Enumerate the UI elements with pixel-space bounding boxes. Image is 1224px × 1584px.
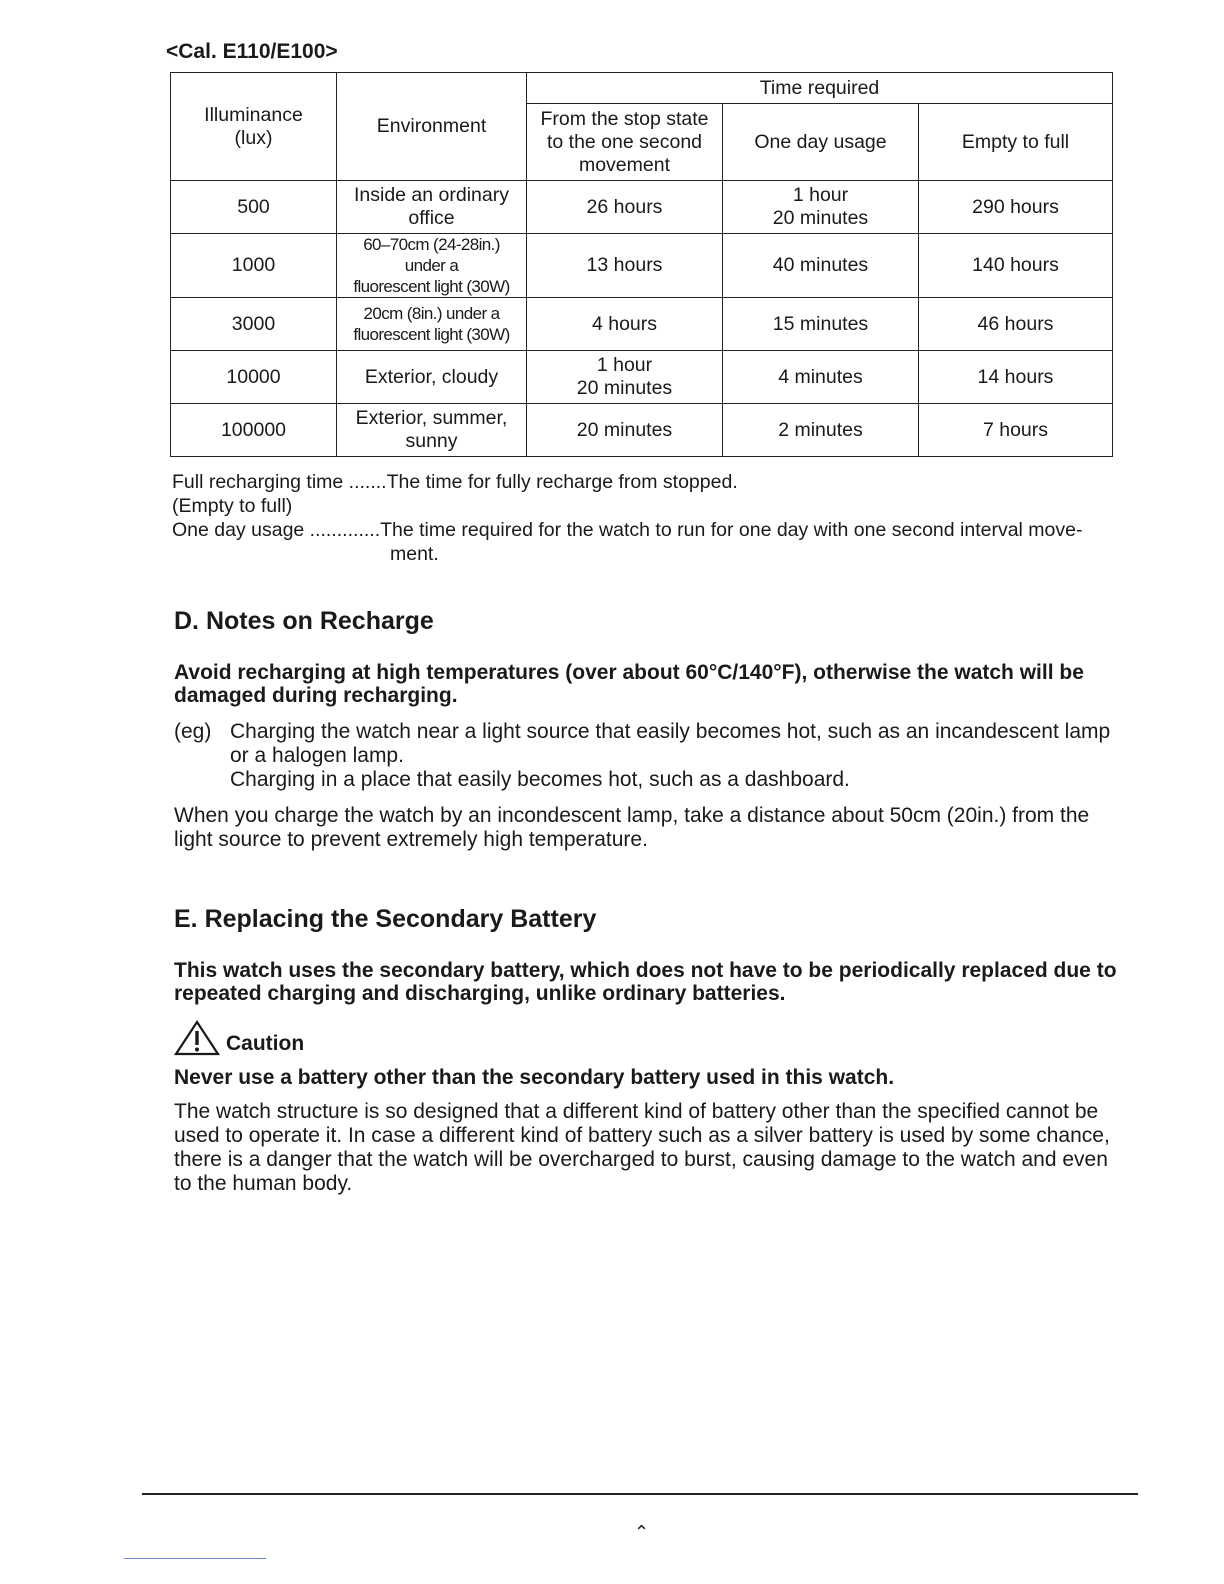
cell-stop-to-one-second: 4 hours [527, 298, 723, 351]
cell-lux: 3000 [171, 298, 337, 351]
caution-heading [174, 1020, 304, 1056]
cell-empty-to-full: 290 hours [919, 181, 1113, 234]
col-header-environment: Environment [337, 73, 527, 181]
cell-empty-to-full: 14 hours [919, 351, 1113, 404]
cell-lux: 100000 [171, 404, 337, 457]
cell-environment: Exterior, summer, sunny [337, 404, 527, 457]
footer-rule [142, 1493, 1138, 1495]
col-header-time-required: Time required [527, 73, 1113, 104]
cell-one-day-usage: 1 hour 20 minutes [723, 181, 919, 234]
note-term-full-recharging: Full recharging time ....... [172, 471, 387, 493]
recharge-time-table [170, 72, 1113, 457]
cell-one-day-usage: 4 minutes [723, 351, 919, 404]
example-line-1: Charging the watch near a light source that easily becomes hot, such as an incandescent lamp or a halogen lamp. [230, 720, 1111, 767]
cell-one-day-usage: 40 minutes [723, 234, 919, 298]
warning-triangle-icon [174, 1020, 220, 1056]
note-def-one-day: The time required for the watch to run for one day with one second interval move- [380, 519, 1083, 541]
cell-one-day-usage: 2 minutes [723, 404, 919, 457]
cell-empty-to-full: 46 hours [919, 298, 1113, 351]
col-header-empty-to-full: Empty to full [919, 104, 1113, 181]
scan-edge-line [124, 1558, 266, 1559]
cell-lux: 1000 [171, 234, 337, 298]
table-row [171, 298, 1113, 351]
note-def-full-recharging: The time for fully recharge from stopped. [386, 471, 738, 493]
cell-lux: 500 [171, 181, 337, 234]
cell-stop-to-one-second: 13 hours [527, 234, 723, 298]
col-header-illuminance: Illuminance (lux) [171, 73, 337, 181]
cell-stop-to-one-second: 20 minutes [527, 404, 723, 457]
cell-one-day-usage: 15 minutes [723, 298, 919, 351]
cell-environment: 60–70cm (24-28in.) under a fluorescent light (30W) [337, 234, 527, 298]
note-term-one-day: One day usage ............. [172, 519, 381, 541]
cell-empty-to-full: 140 hours [919, 234, 1113, 298]
cell-stop-to-one-second: 26 hours [527, 181, 723, 234]
note-def-one-day-cont: ment. [390, 543, 439, 565]
example-label: (eg) [174, 720, 212, 743]
section-e-body: The watch structure is so designed that a different kind of battery other than the specified cannot be used to operate it. In case a different kind of battery such as a silver battery is used by some chance, there is a danger that the watch will be overcharged to burst, causing damage to the watch and even to the human body. [174, 1100, 1110, 1195]
cell-stop-to-one-second: 1 hour 20 minutes [527, 351, 723, 404]
table-row [171, 234, 1113, 298]
note-sub-empty-to-full: (Empty to full) [172, 495, 293, 517]
caution-label: Caution [226, 1032, 305, 1055]
section-e-title: E. Replacing the Secondary Battery [174, 905, 597, 933]
page-mark: ⌃ [634, 1522, 650, 1542]
table-row [171, 404, 1113, 457]
example-line-2: Charging in a place that easily becomes hot, such as a dashboard. [230, 768, 850, 791]
cell-environment: 20cm (8in.) under a fluorescent light (30W) [337, 298, 527, 351]
caution-warning: Never use a battery other than the secondary battery used in this watch. [174, 1066, 895, 1089]
section-e-intro: This watch uses the secondary battery, which does not have to be periodically replaced due to repeated charging and discharging, unlike ordinary batteries. [174, 959, 1117, 1005]
table-row [171, 181, 1113, 234]
col-header-stop-to-one-second: From the stop state to the one second movement [527, 104, 723, 181]
section-d-body: When you charge the watch by an incondescent lamp, take a distance about 50cm (20in.) from the light source to prevent extremely high temperature. [174, 804, 1090, 851]
col-header-one-day-usage: One day usage [723, 104, 919, 181]
section-d-warning: Avoid recharging at high temperatures (over about 60°C/140°F), otherwise the watch will be damaged during recharging. [174, 661, 1084, 707]
cell-environment: Inside an ordinary office [337, 181, 527, 234]
section-d-example [174, 720, 1129, 792]
cell-empty-to-full: 7 hours [919, 404, 1113, 457]
table-notes [172, 470, 1132, 566]
cell-environment: Exterior, cloudy [337, 351, 527, 404]
model-label: <Cal. E110/E100> [166, 40, 338, 63]
cell-lux: 10000 [171, 351, 337, 404]
table-row [171, 351, 1113, 404]
section-d-title: D. Notes on Recharge [174, 607, 434, 635]
